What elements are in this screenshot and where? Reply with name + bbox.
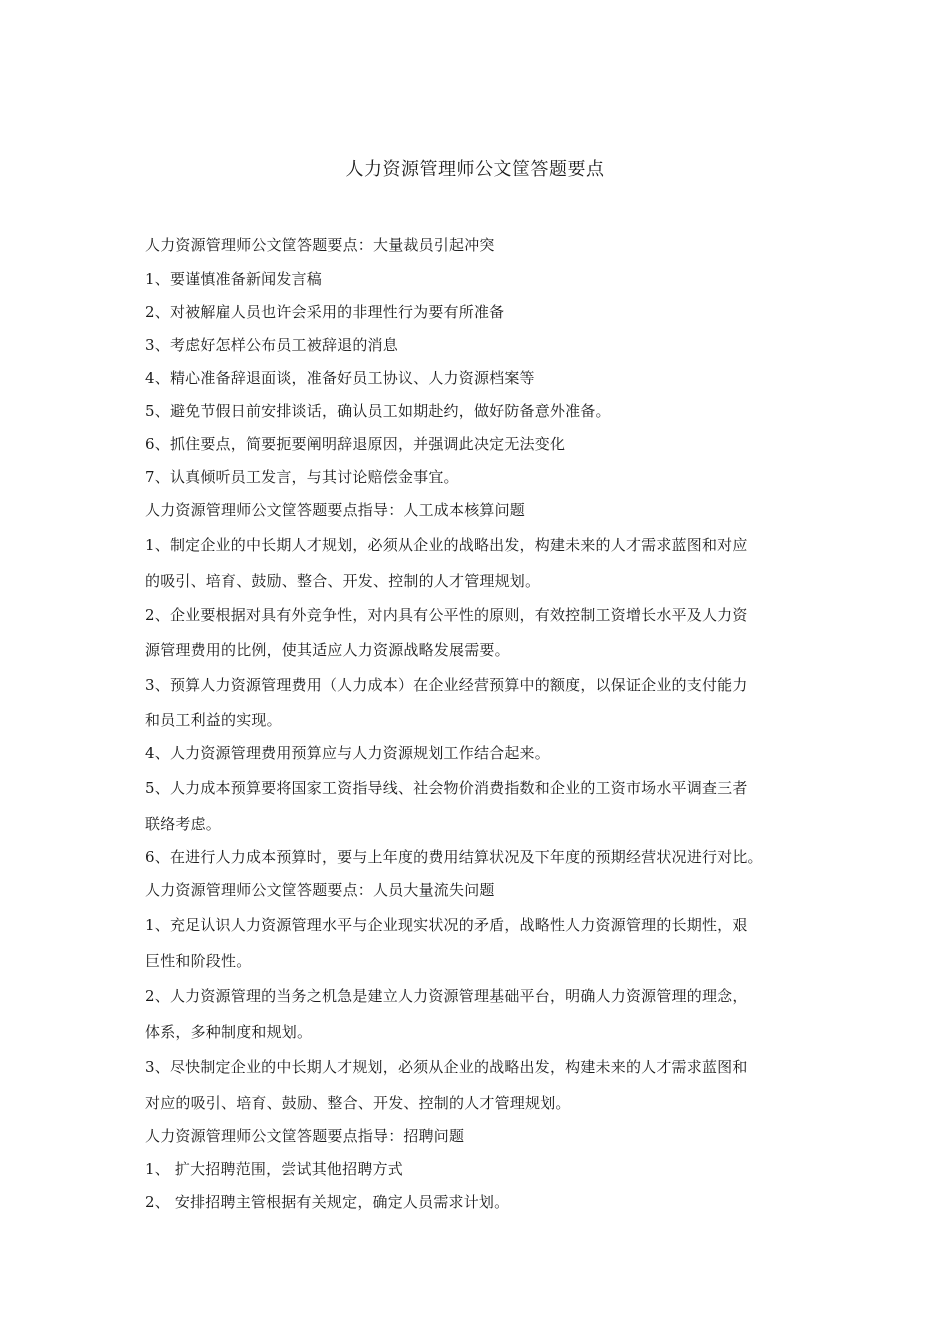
text-line: 的吸引、培育、鼓励、整合、开发、控制的人才管理规划。 [145, 572, 541, 590]
text-line: 2、 安排招聘主管根据有关规定，确定人员需求计划。 [145, 1193, 510, 1211]
text-line: 人力资源管理师公文筐答题要点：人员大量流失问题 [145, 881, 495, 899]
text-line: 联络考虑。 [145, 815, 222, 833]
text-line: 1、充足认识人力资源管理水平与企业现实状况的矛盾，战略性人力资源管理的长期性，艰 [145, 916, 748, 934]
text-line: 1、 扩大招聘范围，尝试其他招聘方式 [145, 1160, 403, 1178]
text-line: 5、人力成本预算要将国家工资指导线、社会物价消费指数和企业的工资市场水平调查三者 [145, 779, 748, 797]
text-line: 3、尽快制定企业的中长期人才规划，必须从企业的战略出发，构建未来的人才需求蓝图和 [145, 1058, 748, 1076]
text-line: 2、企业要根据对具有外竞争性，对内具有公平性的原则，有效控制工资增长水平及人力资 [145, 606, 748, 624]
text-line: 人力资源管理师公文筐答题要点：大量裁员引起冲突 [145, 236, 495, 254]
text-line: 人力资源管理师公文筐答题要点指导：招聘问题 [145, 1127, 465, 1145]
document-title: 人力资源管理师公文筐答题要点 [345, 159, 605, 180]
document-body [145, 228, 815, 1219]
text-line: 3、预算人力资源管理费用（人力成本）在企业经营预算中的额度，以保证企业的支付能力 [145, 676, 748, 694]
text-line: 1、制定企业的中长期人才规划，必须从企业的战略出发，构建未来的人才需求蓝图和对应 [145, 536, 748, 554]
text-line: 6、抓住要点，简要扼要阐明辞退原因，并强调此决定无法变化 [145, 435, 566, 453]
text-line: 人力资源管理师公文筐答题要点指导：人工成本核算问题 [145, 501, 526, 519]
text-line: 对应的吸引、培育、鼓励、整合、开发、控制的人才管理规划。 [145, 1094, 571, 1112]
text-line: 5、避免节假日前安排谈话，确认员工如期赴约，做好防备意外准备。 [145, 402, 611, 420]
text-line: 1、要谨慎准备新闻发言稿 [145, 270, 322, 288]
text-line: 源管理费用的比例，使其适应人力资源战略发展需要。 [145, 641, 510, 659]
text-line: 和员工利益的实现。 [145, 711, 282, 729]
text-line: 体系，多种制度和规划。 [145, 1023, 313, 1041]
text-line: 6、在进行人力成本预算时，要与上年度的费用结算状况及下年度的预期经营状况进行对比。 [145, 848, 763, 866]
text-line: 4、人力资源管理费用预算应与人力资源规划工作结合起来。 [145, 744, 550, 762]
text-line: 巨性和阶段性。 [145, 952, 252, 970]
text-line: 2、人力资源管理的当务之机急是建立人力资源管理基础平台，明确人力资源管理的理念， [145, 987, 748, 1005]
text-line: 2、对被解雇人员也许会采用的非理性行为要有所准备 [145, 303, 505, 321]
text-line: 7、认真倾听员工发言，与其讨论赔偿金事宜。 [145, 468, 459, 486]
text-line: 4、精心准备辞退面谈，准备好员工协议、人力资源档案等 [145, 369, 535, 387]
text-line: 3、考虑好怎样公布员工被辞退的消息 [145, 336, 398, 354]
